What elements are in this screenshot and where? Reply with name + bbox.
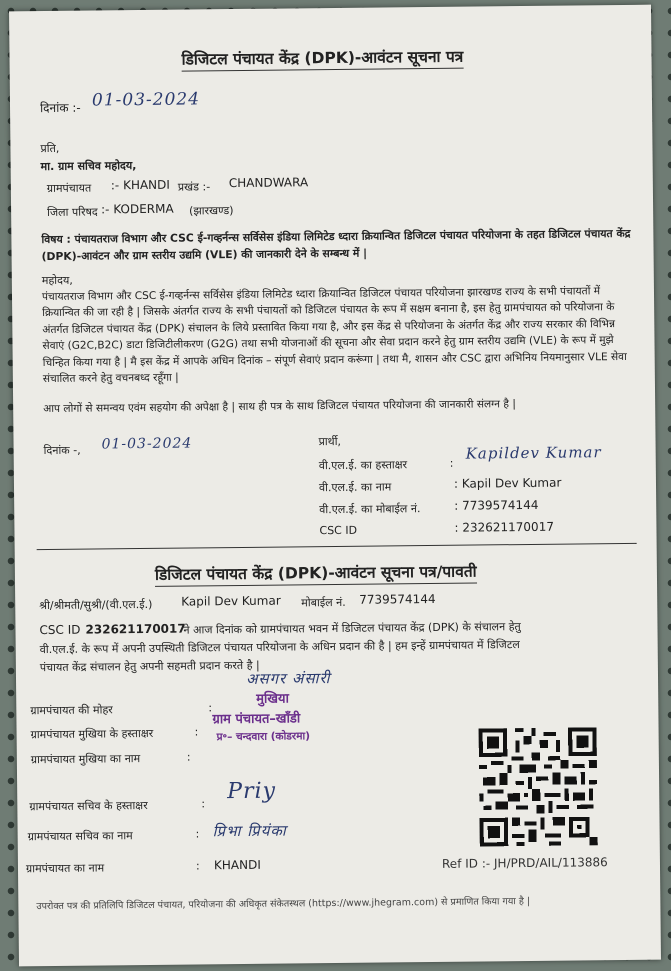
vle-mobile-label: वी.एल.ई. का मोबाईल नं. [319, 502, 421, 517]
csc-id-value: : 232621170017 [454, 519, 555, 535]
ack-title: डिजिटल पंचायत केंद्र (DPK)-आवंटन सूचना पत्र/पावती [155, 560, 477, 587]
gp-name-colon: : [195, 859, 200, 873]
stamp-address: प्र॰– चन्दवारा (कोडरमा) [216, 730, 311, 744]
vle-name-value: : Kapil Dev Kumar [453, 475, 562, 491]
ack-prefix: श्री/श्रीमती/सुश्री/(वी.एल.ई.) [39, 597, 153, 613]
gram-panchayat-value: :- KHANDI [110, 177, 170, 193]
qr-code-icon [479, 727, 598, 846]
ack-mobile-label: मोबाईल नं. [301, 595, 346, 610]
stamp-gram-panchayat: ग्राम पंचायत–खाँडी [212, 711, 301, 728]
district-label: जिला परिषद [47, 205, 98, 219]
secretary-sign-colon: : [201, 797, 206, 811]
secretary-name-handwritten: प्रिभा प्रियंका [212, 821, 287, 841]
cooperation-note: आप लोगों से समन्वय एवंम सहयोग की अपेक्षा है | साथ ही पत्र के साथ डिजिटल पंचायत परियोजना की जानकारी संलग्न है | [43, 398, 517, 416]
gp-name-label: ग्रामपंचायत का नाम [25, 861, 105, 876]
gram-panchayat-label: ग्रामपंचायत [46, 181, 92, 196]
ref-id: Ref ID :- JH/PRD/AIL/113886 [441, 855, 608, 871]
to-label: प्रति, [40, 141, 60, 156]
ack-csc: 232621170017 [85, 621, 186, 637]
mukhiya-sign-label: ग्रामपंचायत मुखिया के हस्ताक्षर [30, 726, 154, 742]
mukhiya-name-colon: : [186, 750, 191, 764]
vle-sign-label: वी.एल.ई. का हस्ताक्षर [318, 458, 408, 473]
vle-mobile-value: : 7739574144 [454, 497, 539, 513]
body-paragraph: पंचायतराज विभाग और CSC ई-गव्हर्नन्स सर्विसेस इंडिया लिमिटेड ध्दारा क्रियान्वित डिजिटल पंचायत परियोजना झारखण्ड राज्य के सभी पंचायतों में क्रियान्वित की जा रही है | जिसके अंतर्गत राज्य के सभी पंचायतों को डिजिटल पंचायत के रूप में सक्षम बनाना है, इस हेतु ग्रामपंचायत को परियोजना के अंतर्गत डिजिटल पंचायत केंद्र (DPK) संचालन के लिये प्रस्तावित किया गया है, और इस केंद्र से परियोजना के अंतर्गत केंद्र और राज्य सरकार की विभिन्न सेवाएं (G2C,B2C) डाटा डिजिटीलीकरण (G2G) तथा सभी योजनाओं की सूचना और सेवा प्रदान करने हेतु ग्राम स्तरीय उद्यमि (VLE) के रूप में मुझे चिन्हित किया गया है | मै इस केंद्र में आपके अधिन दिनांक – संपूर्ण सेवाएं प्रदान करूंगा | तथा मै, शासन और CSC द्वारा अभिनिय नियमानुसार VLE सेवा संचालित करने हेतु वचनबध्द रहूँगा | [41, 285, 627, 386]
secretary-name-label: ग्रामपंचायत सचिव का नाम [27, 829, 133, 844]
ack-csc-label: CSC ID [39, 622, 81, 638]
page-title: डिजिटल पंचायत केंद्र (DPK)-आवंटन सूचना पत्र [181, 45, 463, 72]
vle-sign-colon: : [449, 456, 454, 470]
date2-label: दिनांक -, [43, 443, 81, 458]
salutation: महोदय, [41, 273, 73, 288]
mukhiya-name-label: ग्रामपंचायत मुखिया का नाम [30, 752, 141, 767]
section-divider [37, 543, 637, 550]
date-handwritten: 01-03-2024 [91, 89, 201, 111]
ack-mobile: 7739574144 [359, 591, 436, 607]
secretary-sign-label: ग्रामपंचायत सचिव के हस्ताक्षर [29, 798, 148, 814]
seal-colon: : [208, 701, 213, 715]
ack-text-line1: ने आज दिनांक को ग्रामपंचायत भवन में डिजिटल पंचायत केंद्र (DPK) के संचालन हेतु [183, 620, 521, 637]
ack-text-line2: वी.एल.ई. के रूप में अपनी उपस्थिती डिजिटल पंचायत परियोजना के अधिन प्रदान की है | हम इन्हें ग्रामपंचायत में डिजिटल [39, 638, 520, 657]
addressee: मा. ग्राम सचिव महोदय, [40, 159, 137, 174]
vle-name-label: वी.एल.ई. का नाम [318, 480, 392, 495]
block-label: प्रखंड :- [177, 180, 211, 194]
district-value: :- KODERMA [101, 201, 174, 217]
vle-signature: Kapildev Kumar [465, 443, 602, 463]
letter-page [9, 5, 661, 967]
ack-name: Kapil Dev Kumar [181, 593, 281, 609]
secretary-name-colon: : [195, 827, 200, 841]
secretary-signature: Priy [227, 778, 277, 805]
block-value: CHANDWARA [228, 175, 309, 191]
date-label: दिनांक :- [39, 100, 81, 116]
date2-handwritten: 01-03-2024 [101, 435, 193, 453]
subject: विषय : पंचायतराज विभाग और CSC ई-गव्हर्नन्स सर्विसेस इंडिया लिमिटेड ध्दारा क्रियान्वित डिजिटल पंचायत परियोजना के तहत डिजिटल पंचायत केंद्र (DPK)-आवंटन और ग्राम स्तरीय उद्यमि (VLE) की जानकारी देने के सम्बन्ध में | [41, 226, 631, 264]
gp-name-value: KHANDI [213, 857, 261, 873]
district-state: (झारखण्ड) [189, 204, 234, 218]
stamp-mukhiya: मुखिया [256, 691, 289, 707]
applicant-label: प्रार्थी, [318, 434, 342, 449]
mukhiya-sign-colon: : [194, 725, 199, 739]
ack-text-line3: पंचायत केंद्र संचालन हेतु अपनी सहमती प्रदान करते है | [39, 658, 260, 675]
mukhiya-handwriting: असगर अंसारी [245, 669, 331, 688]
csc-id-label: CSC ID [319, 523, 358, 538]
footer-note: उपरोक्त पत्र की प्रतिलिपि डिजिटल पंचायत, परियोजना की अधिकृत संकेतस्थल (https://www.jhegram.com) से प्रमाणित किया गया है | [36, 895, 531, 913]
seal-label: ग्रामपंचायत की मोहर [30, 703, 113, 718]
